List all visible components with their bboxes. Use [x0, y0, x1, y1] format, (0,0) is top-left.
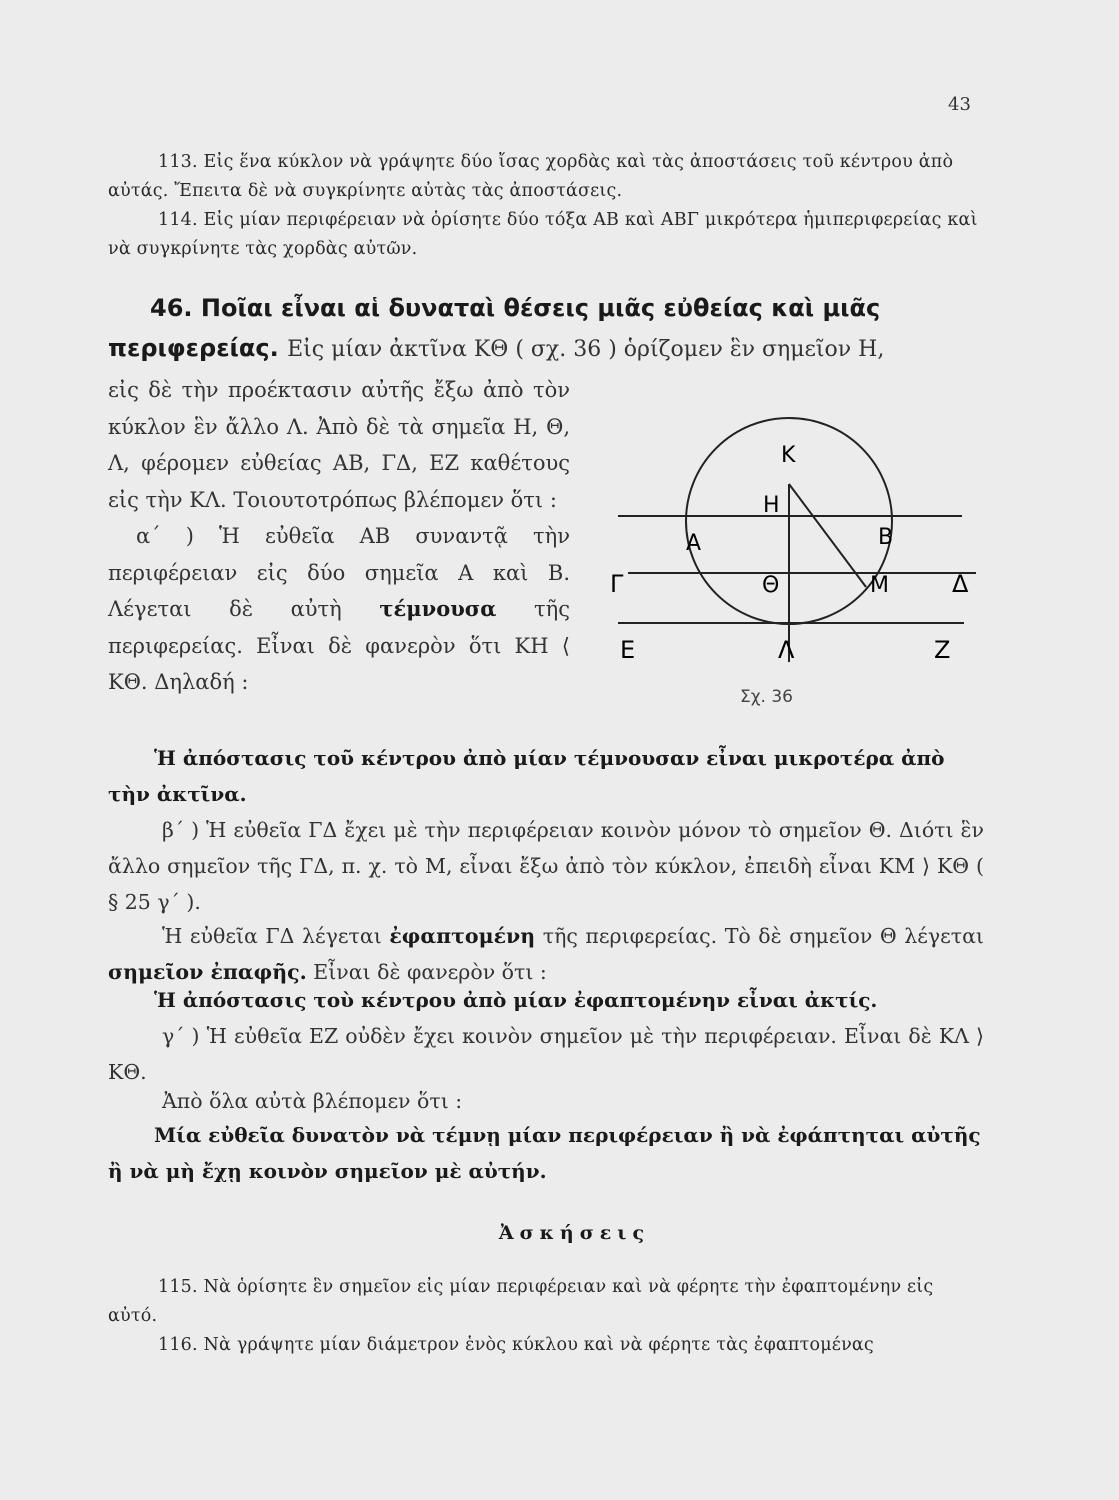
label-b: B — [878, 525, 894, 550]
label-a: A — [686, 531, 702, 556]
label-h: H — [763, 493, 780, 518]
term-contact-point: σημεῖον ἐπαφῆς. — [108, 960, 307, 984]
exercise-116 — [108, 1331, 984, 1360]
label-m: M — [870, 573, 889, 598]
label-k: K — [781, 443, 796, 468]
summary-intro: Ἀπὸ ὅλα αὐτὰ βλέπομεν ὅτι : — [162, 1089, 463, 1113]
tangent-end: Εἶναι δὲ φανερὸν ὅτι : — [313, 960, 547, 984]
exercise-text: Εἰς ἕνα κύκλον νὰ γράψητε δύο ἴσας χορδὰς καὶ τὰς ἀποστάσεις τοῦ κέντρου ἀπὸ αὐτάς. Ἔπειτα δὲ νὰ συγκρίνητε αὐτὰς τὰς ἀποστάσεις. — [108, 152, 954, 201]
exercise-text: Εἰς μίαν περιφέρειαν νὰ ὁρίσητε δύο τόξα ΑΒ καὶ ΑΒΓ μικρότερα ἡμιπεριφερείας καὶ νὰ συγκρίνητε τὰς χορδὰς αὐτῶν. — [108, 210, 978, 259]
exercise-number: 115. — [158, 1277, 198, 1297]
label-gamma: Γ — [610, 570, 624, 598]
figure-36 — [590, 372, 990, 717]
term-secant: τέμνουσα — [379, 596, 497, 621]
exercise-113 — [108, 148, 984, 206]
case-c: γ΄ ) Ἡ εὐθεῖα ΕΖ οὐδὲν ἔχει κοινὸν σημεῖον μὲ τὴν περιφέρειαν. Εἶναι δὲ ΚΛ ⟩ ΚΘ. — [108, 1024, 984, 1084]
case-a-end: τῆς περιφερείας. Εἶναι δὲ φανερὸν ὅτι ΚΗ ⟨ ΚΘ. Δηλαδή : — [108, 597, 570, 694]
exercises-heading: Ἀσκήσεις — [498, 1222, 651, 1244]
exercise-114 — [108, 206, 984, 264]
tangent-start: Ἡ εὐθεῖα ΓΔ λέγεται — [162, 924, 382, 948]
label-delta: Δ — [952, 570, 969, 598]
rule-summary: Μία εὐθεῖα δυνατὸν νὰ τέμνῃ μίαν περιφέρειαν ἢ νὰ ἐφάπτηται αὐτῆς ἢ νὰ μὴ ἔχῃ κοινὸν σημεῖον μὲ αὐτήν. — [108, 1123, 981, 1183]
segment-km — [789, 484, 866, 587]
exercise-number: 113. — [158, 152, 198, 172]
label-lambda: Λ — [778, 636, 795, 664]
rule-secant: Ἡ ἀπόστασις τοῦ κέντρου ἀπὸ μίαν τέμνουσαν εἶναι μικροτέρα ἀπὸ τὴν ἀκτῖνα. — [108, 746, 945, 806]
intro-continuation: εἰς δὲ τὴν προέκτασιν αὐτῆς ἔξω ἀπὸ τὸν κύκλον ἓν ἄλλο Λ. Ἀπὸ δὲ τὰ σημεῖα Η, Θ, Λ, φέρομεν εὐθείας ΑΒ, ΓΔ, ΕΖ καθέτους εἰς τὴν ΚΛ. Τοιουτοτρόπως βλέπομεν ὅτι : — [108, 378, 570, 512]
narrow-text-block — [108, 372, 570, 701]
label-theta: Θ — [762, 573, 780, 598]
term-tangent: ἐφαπτομένη — [389, 924, 536, 948]
exercise-115 — [108, 1273, 984, 1331]
exercise-number: 116. — [158, 1335, 198, 1355]
exercise-number: 114. — [158, 210, 198, 230]
exercise-text: Νὰ γράψητε μίαν διάμετρον ἑνὸς κύκλου καὶ νὰ φέρητε τὰς ἐφαπτομένας — [203, 1335, 874, 1355]
tangent-definition — [108, 918, 984, 990]
page-number: 43 — [948, 94, 971, 115]
label-zeta: Z — [934, 636, 951, 664]
figure-caption: Σχ. 36 — [740, 687, 794, 707]
section-heading — [108, 288, 984, 370]
exercise-text: Νὰ ὁρίσητε ἓν σημεῖον εἰς μίαν περιφέρειαν καὶ νὰ φέρητε τὴν ἐφαπτομένην εἰς αὐτό. — [108, 1277, 934, 1326]
tangent-mid: τῆς περιφερείας. Τὸ δὲ σημεῖον Θ λέγεται — [542, 924, 984, 948]
case-b: β΄ ) Ἡ εὐθεῖα ΓΔ ἔχει μὲ τὴν περιφέρειαν κοινὸν μόνον τὸ σημεῖον Θ. Διότι ἓν ἄλλο σημεῖον τῆς ΓΔ, π. χ. τὸ Μ, εἶναι ἔξω ἀπὸ τὸν κύκλον, ἐπειδὴ εἶναι ΚΜ ⟩ ΚΘ ( § 25 γ΄ ). — [108, 818, 984, 914]
rule-tangent: Ἡ ἀπόστασις τοὺ κέντρου ἀπὸ μίαν ἐφαπτομένην εἶναι ἀκτίς. — [154, 988, 878, 1012]
case-a-text: α΄ ) Ἡ εὐθεῖα ΑΒ συναντᾷ τὴν περιφέρειαν εἰς δύο σημεῖα Α καὶ Β. Λέγεται δὲ αὐτὴ — [108, 524, 570, 621]
section-title: Ποῖαι εἶναι αἱ δυναταὶ θέσεις μιᾶς εὐθείας καὶ μιᾶς περιφερείας. — [108, 294, 881, 362]
section-intro: Εἰς μίαν ἀκτῖνα ΚΘ ( σχ. 36 ) ὁρίζομεν ἓν σημεῖον Η, — [287, 337, 885, 362]
label-epsilon: Ε — [620, 636, 636, 664]
section-number: 46. — [150, 294, 193, 322]
